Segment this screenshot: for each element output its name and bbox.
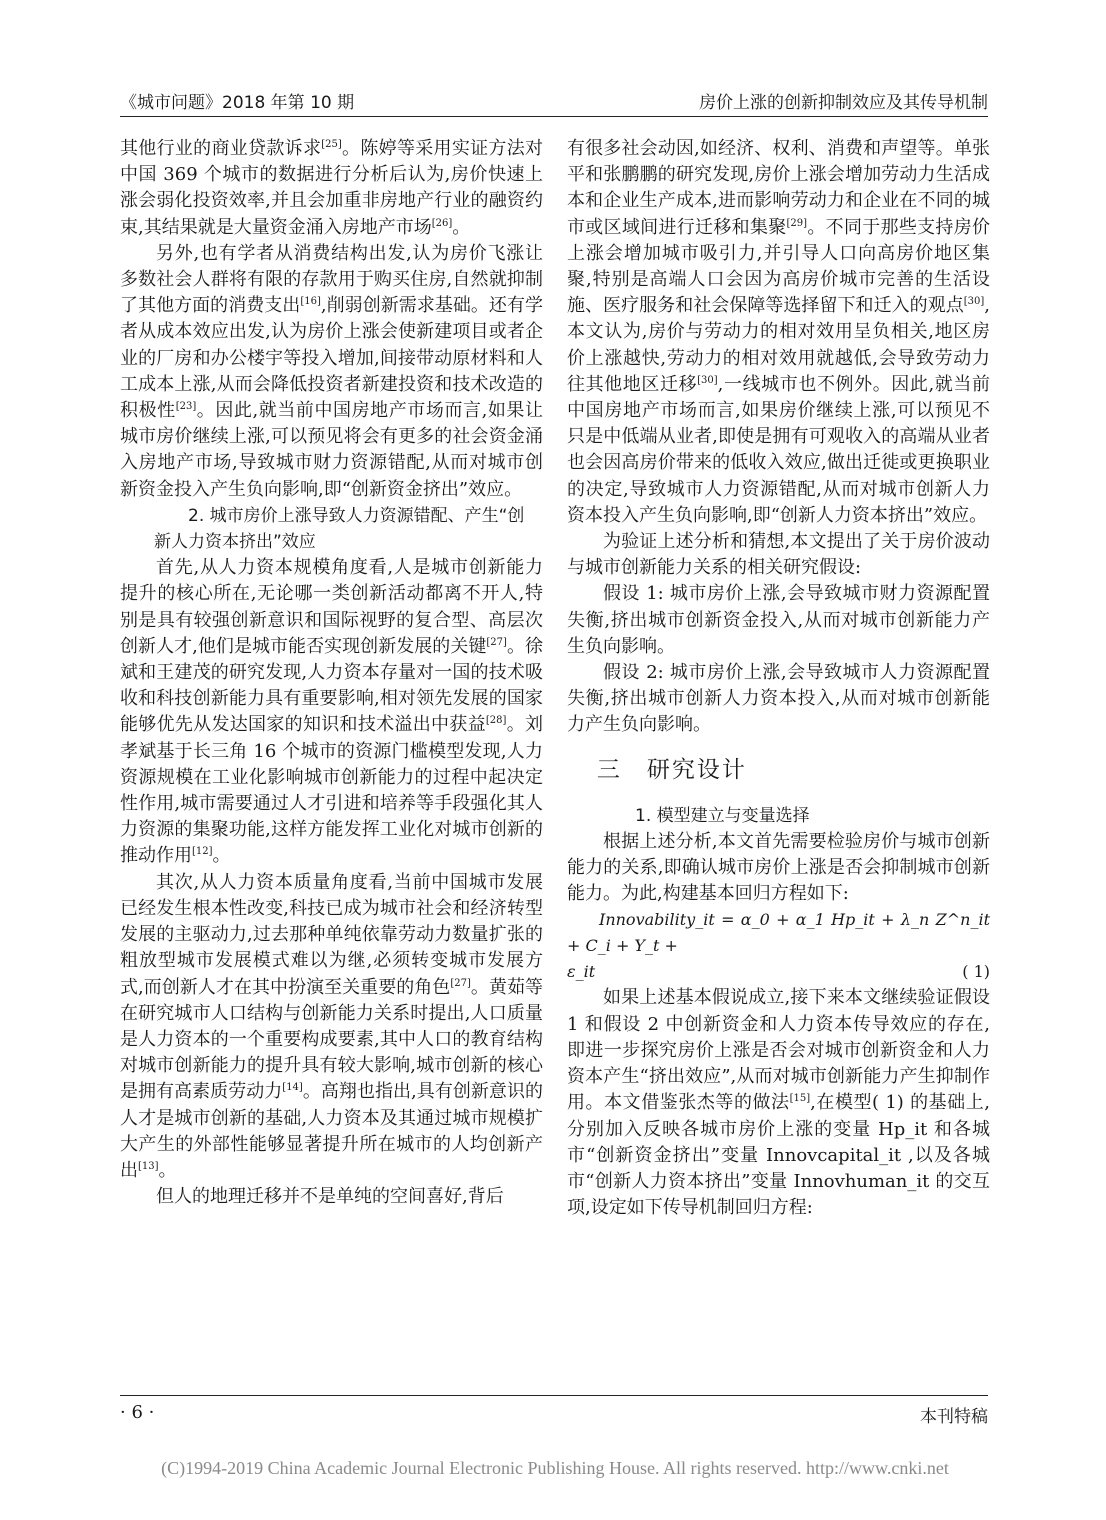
journal-issue: 《城市问题》2018 年第 10 期 (120, 93, 355, 113)
citation: [15] (789, 1093, 811, 1105)
footer-rule (120, 1395, 988, 1396)
text: 。陈婷等采用实证方法对中国 369 个城市的数据进行分析后认为,房价快速上涨会弱化投资效率,并且会加重非房地产行业的融资约束,其结果就是大量资金涌入房地产市场 (120, 138, 543, 238)
text: 有很多社会动因,如经济、权利、消费和声望等。单张平和张鹏鹏的研究发现,房价上涨会增加劳动力生活成本和企业生产成本,进而影响劳动力和企业在不同的城市或区域间进行迁移和集聚 (567, 138, 990, 238)
text: 其次,从人力资本质量角度看,当前中国城市发展已经发生根本性改变,科技已成为城市社会和经济转型发展的主驱动力,过去那种单纯依靠劳动力数量扩张的粗放型城市发展模式难以为继,必须转变城市发展方式,而创新人才在其中扮演至关重要的角色 (120, 871, 543, 998)
hypothesis-2: 假设 2: 城市房价上涨,会导致城市人力资源配置失衡,挤出城市创新人力资本投入,从而对城市创新能力产生负向影响。 (567, 662, 990, 736)
header-rule (120, 116, 988, 117)
equation-line: ε_it (567, 962, 596, 982)
paragraph: 为验证上述分析和猜想,本文提出了关于房价波动与城市创新能力关系的相关研究假设: (567, 531, 990, 579)
citation: [30] (963, 296, 985, 308)
text: 。刘孝斌基于长三角 16 个城市的资源门槛模型发现,人力资源规模在工业化影响城市创新能力的过程中起决定性作用,城市需要通过人才引进和培养等手段强化其人力资源的集聚功能,这样方能发挥工业化对城市创新的推动作用 (120, 714, 544, 867)
text: 其他行业的商业贷款诉求 (120, 138, 322, 159)
citation: [16] (300, 296, 321, 308)
citation: [13] (138, 1160, 159, 1172)
citation: [29] (786, 217, 808, 229)
text: 。高翔也指出,具有创新意识的人才是城市创新的基础,人力资本及其通过城市规模扩大产生的外部性能够显著提升所在城市的人均创新产出 (120, 1081, 543, 1181)
paragraph (120, 870, 543, 1184)
subsection-heading: 1. 模型建立与变量选择 (635, 805, 810, 826)
hypothesis-1: 假设 1: 城市房价上涨,会导致城市财力资源配置失衡,挤出城市创新资金投入,从而对城市创新能力产生负向影响。 (567, 583, 990, 657)
citation: [30] (697, 374, 718, 386)
text: ,削弱创新需求基础。还有学者从成本效应出发,认为房价上涨会使新建项目或者企业的厂房和办公楼宇等投入增加,间接带动原材料和人工成本上涨,从而会降低投资者新建投资和技术改造的积极性 (120, 295, 543, 422)
running-header (120, 88, 988, 112)
copyright-watermark: (C)1994-2019 China Academic Journal Electronic Publishing House. All rights reserved. http://www.cnki.net (161, 1458, 949, 1478)
subsection-heading-cont: 新人力资本挤出”效应 (154, 532, 316, 553)
section-title: 三 研究设计 (596, 756, 747, 783)
page-number: · 6 · (120, 1402, 155, 1423)
paragraph (120, 555, 543, 869)
paragraph (120, 136, 543, 241)
paragraph (567, 985, 990, 1221)
article-title: 房价上涨的创新抑制效应及其传导机制 (699, 93, 988, 113)
paragraph (120, 241, 543, 503)
column-name: 本刊特稿 (920, 1407, 988, 1427)
text: 。不同于那些支持房价上涨会增加城市吸引力,并引导人口向高房价地区集聚,特别是高端人口会因为高房价城市完善的生活设施、医疗服务和社会保障等选择留下和迁入的观点 (567, 216, 991, 317)
citation: [27] (450, 977, 471, 989)
text: 。 (158, 1159, 177, 1181)
text: 。 (212, 845, 231, 867)
text: 。黄茹等在研究城市人口结构与创新能力关系时提出,人口质量是人力资本的一个重要构成要素,其中人口的教育结构对城市创新能力的提升具有较大影响,城市创新的核心是拥有高素质劳动力 (120, 976, 543, 1103)
left-column (120, 136, 543, 1210)
text: 。徐斌和王建茂的研究发现,人力资本存量对一国的技术吸收和科技创新能力具有重要影响,相对领先发展的国家能够优先从发达国家的知识和技术溢出中获益 (120, 635, 543, 736)
equation-line: Innovability_it = α_0 + α_1 Hp_it + λ_n Z^n_it + C_i + Y_t + (567, 910, 990, 956)
text: 。因此,就当前中国房地产市场而言,如果让城市房价继续上涨,可以预见将会有更多的社会资金涌入房地产市场,导致城市财力资源错配,从而对城市创新资金投入产生负向影响,即“创新资金挤出”效应。 (120, 400, 543, 500)
paragraph: 但人的地理迁移并不是单纯的空间喜好,背后 (156, 1186, 504, 1208)
text: ,在模型( 1) 的基础上,分别加入反映各城市房价上涨的变量 Hp_it 和各城市“创新资金挤出”变量 Innovcapital_it ,以及各城市“创新人力资本挤出”变量 Innovhuman_it 的交互项,设定如下传导机制回归方程: (567, 1092, 990, 1219)
text: 。 (452, 216, 471, 238)
equation-number: ( 1) (962, 962, 990, 982)
citation: [28] (485, 715, 507, 727)
citation: [27] (486, 636, 507, 648)
text: 另外,也有学者从消费结构出发,认为房价飞涨让多数社会人群将有限的存款用于购买住房,自然就抑制了其他方面的消费支出 (120, 242, 543, 317)
text: ,一线城市也不例外。因此,就当前中国房地产市场而言,如果房价继续上涨,可以预见不只是中低端从业者,即使是拥有可观收入的高端从业者也会因高房价带来的低收入效应,做出迁徙或更换职业的决定,导致城市人力资源错配,从而对城市创新人力资本投入产生负向影响,即“创新人力资本挤出”效应。 (567, 373, 990, 526)
citation: [25] (321, 139, 342, 150)
paragraph: 根据上述分析,本文首先需要检验房价与城市创新能力的关系,即确认城市房价上涨是否会抑制城市创新能力。为此,构建基本回归方程如下: (567, 830, 990, 905)
right-column (567, 136, 990, 1221)
subsection-heading: 2. 城市房价上涨导致人力资源错配、产生“创 (188, 505, 525, 526)
citation: [26] (431, 217, 453, 229)
text: 如果上述基本假说成立,接下来本文继续验证假设 1 和假设 2 中创新资金和人力资本传导效应的存在,即进一步探究房价上涨是否会对城市创新资金和人力资本产生“挤出效应”,从而对城市创新能力产生抑制作用。本文借鉴张杰等的做法 (567, 987, 990, 1114)
citation: [12] (192, 846, 213, 858)
citation: [23] (175, 401, 197, 413)
paragraph (567, 136, 990, 529)
text: ,本文认为,房价与劳动力的相对效用呈负相关,地区房价上涨越快,劳动力的相对效用就越低,会导致劳动力往其他地区迁移 (567, 295, 990, 395)
text: 首先,从人力资本规模角度看,人是城市创新能力提升的核心所在,无论哪一类创新活动都离不开人,特别是具有较强创新意识和国际视野的复合型、高层次创新人才,他们是城市能否实现创新发展的关键 (120, 557, 543, 657)
citation: [14] (282, 1082, 303, 1094)
equation (567, 907, 990, 985)
